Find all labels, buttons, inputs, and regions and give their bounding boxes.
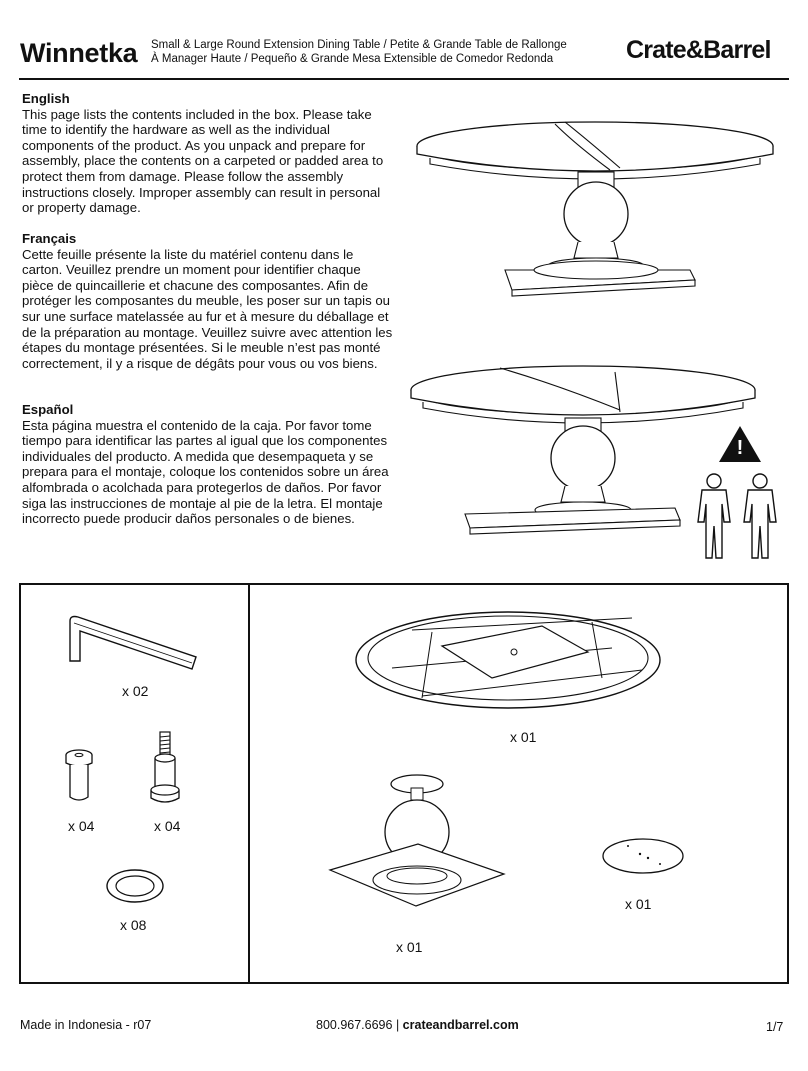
section-heading-english: English [22, 91, 70, 106]
plate-illustration [600, 836, 690, 876]
washer-illustration [104, 866, 168, 906]
bolt-short-qty: x 04 [68, 818, 95, 834]
footer-page-number: 1/7 [766, 1020, 784, 1034]
tabletop-illustration [352, 608, 672, 718]
footer-phone: 800.967.6696 | [316, 1018, 403, 1032]
subtitle-line-1: Small & Large Round Extension Dining Table / Petite & Grande Table de Rallonge [151, 39, 567, 51]
bolt-short-illustration [60, 745, 100, 805]
footer-made-in: Made in Indonesia - r07 [20, 1018, 152, 1032]
allen-key-illustration [64, 613, 204, 673]
section-body-french: Cette feuille présente la liste du matériel contenu dans le carton. Veuillez prendre un moment pour identifier chaque pièce de quincaillerie et chacune des composantes. Afin de protéger les composantes du meuble, les poser sur un tapis ou sur une surface matelassée au fur et à mesure du déballage et de la préparation au montage. Veuillez suivre avec attention les étapes du montage présentées. Si le meuble n’est pas monté correctement, il y a risque de dégâts pour vous ou vos biens. [22, 246, 393, 371]
bolt-long-qty: x 04 [154, 818, 181, 834]
section-body-english: This page lists the contents included in the box. Please take time to identify the hardware as well as the individual components of the product. As you unpack and prepare for assembly, place the contents on a carpeted or padded area to protect them from damage. Please follow the assembly instructions closely. Improper assembly can result in personal or property damage. [22, 106, 384, 216]
product-title: Winnetka [20, 38, 138, 68]
brand-logo: Crate&Barrel [626, 36, 771, 64]
bolt-long-illustration [147, 728, 187, 808]
footer-contact [316, 1018, 519, 1032]
table-small-illustration [400, 110, 800, 300]
header-rule [19, 78, 789, 80]
washer-qty: x 08 [120, 917, 147, 933]
product-subtitle [151, 38, 621, 66]
pedestal-illustration [328, 770, 508, 910]
tabletop-qty: x 01 [510, 729, 537, 745]
section-heading-spanish: Español [22, 402, 74, 417]
allen-key-qty: x 02 [122, 683, 149, 699]
section-body-spanish: Esta página muestra el contenido de la caja. Por favor tome tiempo para identificar las partes al igual que los componentes individuales del producto. A medida que desempaqueta y se prepara para el montaje, coloque los contenidos sobre un área alfombrada o acolchada para protegerlos de daños. Por favor siga las instrucciones de montaje al pie de la letra. El montaje incorrecto puede producir daños personales o de bienes. [22, 417, 389, 527]
two-person-lift-icon [692, 470, 782, 565]
footer-website-link[interactable]: crateandbarrel.com [402, 1018, 519, 1032]
warning-exclamation: ! [736, 437, 744, 459]
pedestal-qty: x 01 [396, 939, 423, 955]
subtitle-line-2: À Manager Haute / Pequeño & Grande Mesa Extensible de Comedor Redonda [151, 53, 554, 65]
section-english [22, 91, 394, 216]
section-heading-french: Français [22, 231, 77, 246]
section-french [22, 231, 394, 371]
section-spanish [22, 402, 394, 527]
parts-divider [248, 583, 250, 984]
plate-qty: x 01 [625, 896, 652, 912]
